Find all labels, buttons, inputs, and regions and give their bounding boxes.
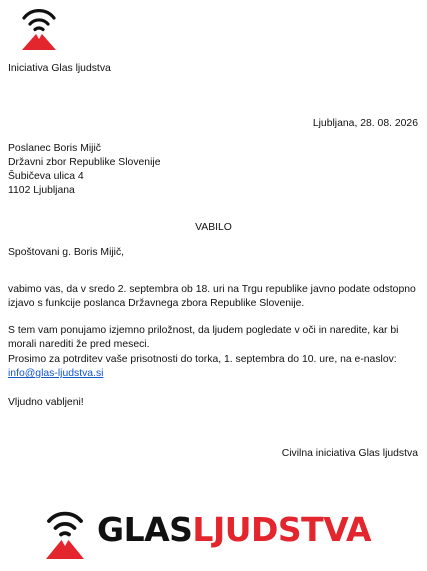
paragraph-opportunity: S tem vam ponujamo izjemno priložnost, da ljudem pogledate v oči in naredite, kar bi morali narediti že pred meseci. — [8, 325, 399, 351]
closing-line: Vljudno vabljeni! — [8, 397, 84, 408]
paragraph-invitation: vabimo vas, da v sredo 2. septembra ob 18. uri na Trgu republike javno podate odstopno izjavo s funkcije poslanca Državnega zbora Republike Slovenije. — [8, 284, 416, 310]
date-line: Ljubljana, 28. 08. 2026 — [312, 118, 418, 129]
paragraph-rsvp — [8, 353, 420, 381]
email-link[interactable]: info@glas-ljudstva.si — [8, 368, 104, 379]
recipient-city: 1102 Ljubljana — [8, 185, 75, 196]
signature: Civilna iniciativa Glas ljudstva — [281, 448, 418, 459]
organization-name: Iniciativa Glas ljudstva — [8, 63, 111, 74]
signal-mountain-logo-icon — [20, 6, 58, 52]
brand-wordmark — [97, 508, 371, 552]
recipient-address — [8, 142, 160, 198]
rsvp-text: Prosimo za potrditev vaše prisotnosti do torka, 1. septembra do 10. ure, na e-naslov: — [8, 354, 397, 365]
signal-mountain-logo-icon-large — [44, 506, 86, 561]
letter-title: VABILO — [195, 222, 232, 233]
salutation: Spoštovani g. Boris Mijič, — [8, 247, 125, 258]
recipient-street: Šubičeva ulica 4 — [8, 171, 84, 182]
recipient-name: Poslanec Boris Mijič — [8, 143, 101, 154]
recipient-institution: Državni zbor Republike Slovenije — [8, 157, 161, 168]
wordmark-glas: GLAS — [97, 510, 193, 549]
wordmark-ljudstva: LJUDSTVA — [192, 510, 372, 549]
